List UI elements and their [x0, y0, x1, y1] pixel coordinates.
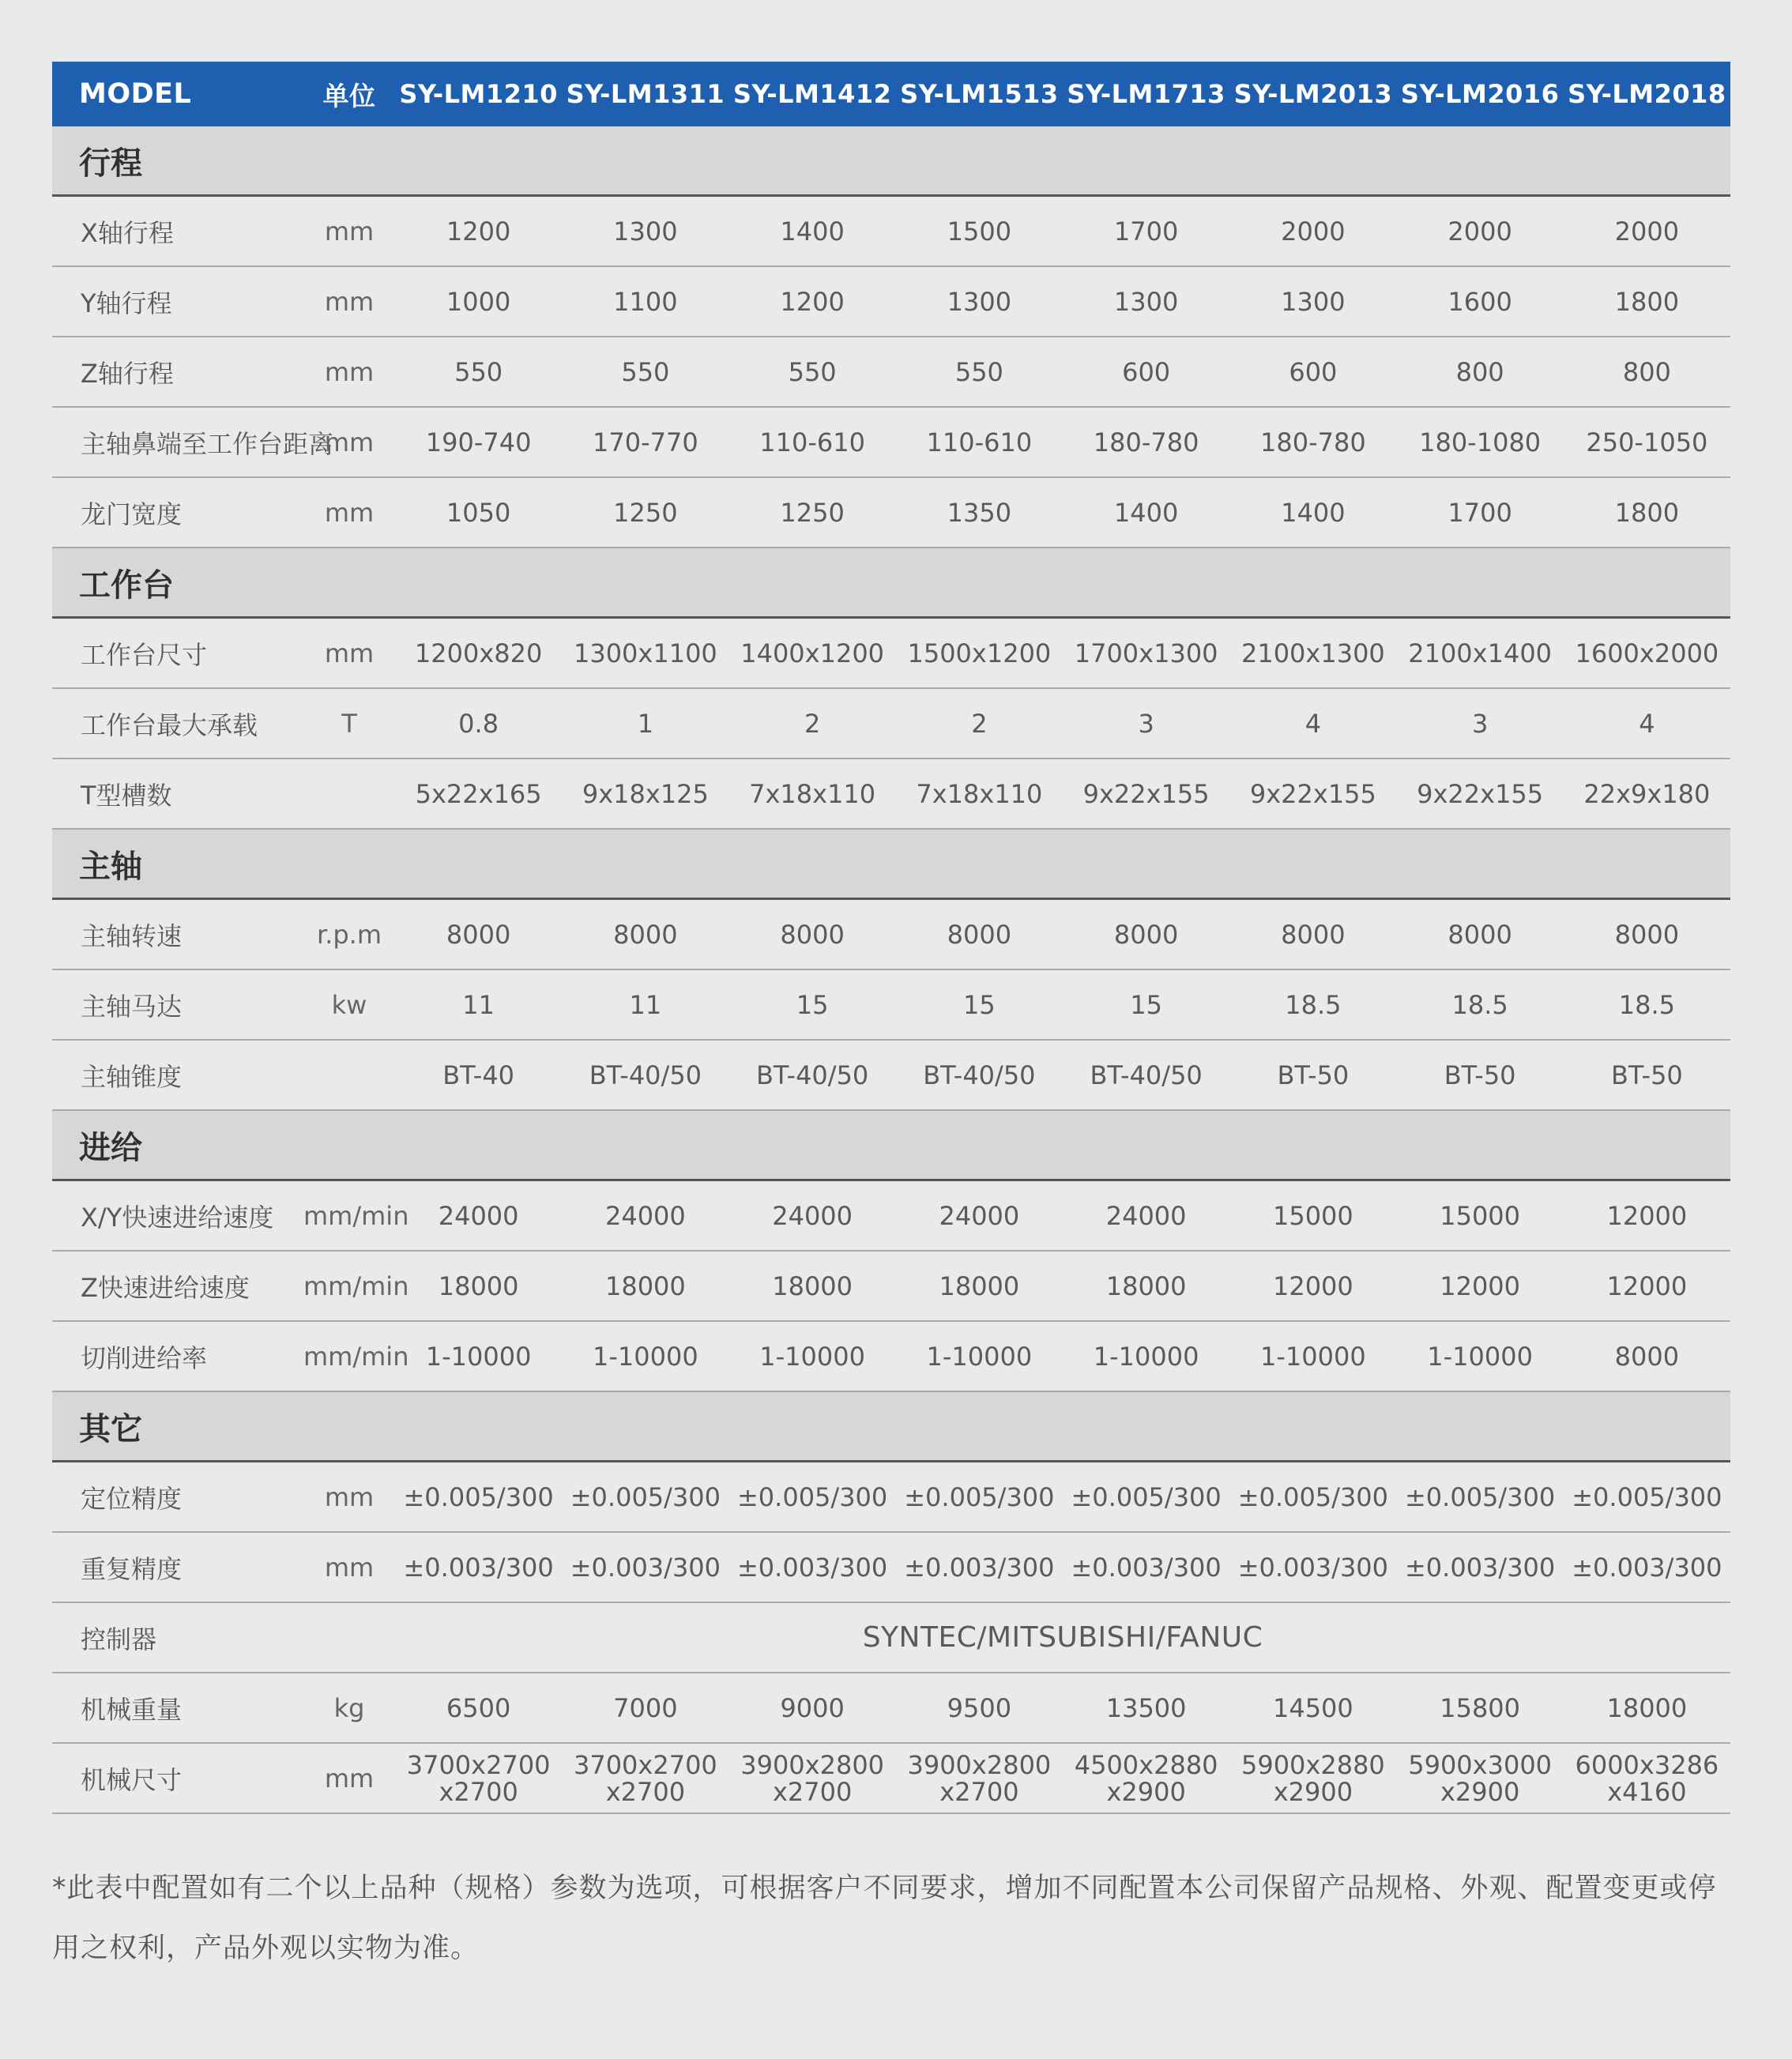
section-row	[52, 1391, 1730, 1462]
row-value: 24000	[562, 1180, 728, 1252]
table-row	[52, 1040, 1730, 1110]
row-value: 3900x2800 x2700	[729, 1743, 896, 1813]
row-value: 18000	[395, 1251, 562, 1321]
row-unit: mm/min	[303, 1251, 395, 1321]
row-value: ±0.003/300	[896, 1532, 1063, 1602]
row-value: 4	[1229, 688, 1396, 758]
row-value: 7000	[562, 1673, 728, 1743]
row-unit: kg	[303, 1673, 395, 1743]
row-value: 1100	[562, 266, 728, 337]
row-value: ±0.005/300	[729, 1462, 896, 1533]
row-value: 15	[896, 969, 1063, 1040]
row-value: BT-50	[1229, 1040, 1396, 1110]
row-value: 12000	[1564, 1180, 1730, 1252]
row-value: 550	[896, 337, 1063, 407]
table-row	[52, 1180, 1730, 1252]
row-value: 18000	[1564, 1673, 1730, 1743]
row-value: 190-740	[395, 407, 562, 477]
row-value: 24000	[1063, 1180, 1229, 1252]
row-value: 1200x820	[395, 618, 562, 689]
row-value: 9x18x125	[562, 758, 728, 829]
row-value: 8000	[395, 899, 562, 970]
row-label: 龙门宽度	[52, 477, 303, 548]
table-row	[52, 688, 1730, 758]
row-unit	[303, 1602, 395, 1673]
row-value: 800	[1564, 337, 1730, 407]
row-value: BT-40	[395, 1040, 562, 1110]
row-unit: kw	[303, 969, 395, 1040]
row-value: 1300x1100	[562, 618, 728, 689]
table-row	[52, 337, 1730, 407]
row-value: 18000	[562, 1251, 728, 1321]
table-row	[52, 1602, 1730, 1673]
row-value: ±0.003/300	[1063, 1532, 1229, 1602]
row-value: 18.5	[1229, 969, 1396, 1040]
row-value: 12000	[1229, 1251, 1396, 1321]
row-value: 1050	[395, 477, 562, 548]
section-title: 行程	[52, 126, 1730, 196]
row-value: 250-1050	[1564, 407, 1730, 477]
row-value: 7x18x110	[729, 758, 896, 829]
header-model-8: SY-LM2018	[1568, 79, 1726, 109]
row-value: 15000	[1397, 1180, 1564, 1252]
row-value: 1000	[395, 266, 562, 337]
row-value: 1400x1200	[729, 618, 896, 689]
row-value: 1700	[1063, 196, 1229, 267]
row-value: 3700x2700 x2700	[562, 1743, 728, 1813]
row-value: 110-610	[729, 407, 896, 477]
header-row	[52, 62, 1730, 126]
row-label: 工作台最大承载	[52, 688, 303, 758]
row-value: 2000	[1564, 196, 1730, 267]
row-value: 9x22x155	[1397, 758, 1564, 829]
spec-sheet	[52, 62, 1730, 1814]
spec-table	[52, 62, 1730, 1814]
row-value: 1-10000	[896, 1321, 1063, 1391]
row-value: 8000	[896, 899, 1063, 970]
header-model-label: MODEL	[79, 78, 192, 110]
row-value: 15	[729, 969, 896, 1040]
row-value: 3700x2700 x2700	[395, 1743, 562, 1813]
row-label: 机械尺寸	[52, 1743, 303, 1813]
row-value: BT-50	[1564, 1040, 1730, 1110]
table-row	[52, 1532, 1730, 1602]
row-value: 1-10000	[1229, 1321, 1396, 1391]
row-value: ±0.005/300	[562, 1462, 728, 1533]
row-value: 1800	[1564, 477, 1730, 548]
row-value: 1300	[1229, 266, 1396, 337]
row-value: 1300	[896, 266, 1063, 337]
row-value: BT-40/50	[1063, 1040, 1229, 1110]
row-value: 1250	[729, 477, 896, 548]
row-value: 8000	[1564, 1321, 1730, 1391]
header-model-7: SY-LM2016	[1400, 79, 1560, 109]
header-model-2: SY-LM1311	[566, 79, 725, 109]
row-value: 180-780	[1229, 407, 1396, 477]
row-value: 550	[729, 337, 896, 407]
row-unit: mm	[303, 407, 395, 477]
row-value: ±0.005/300	[1063, 1462, 1229, 1533]
row-unit: mm	[303, 196, 395, 267]
table-row	[52, 266, 1730, 337]
row-value: 800	[1397, 337, 1564, 407]
row-value: 8000	[1397, 899, 1564, 970]
row-value: 1-10000	[562, 1321, 728, 1391]
table-row	[52, 969, 1730, 1040]
row-value: ±0.005/300	[1397, 1462, 1564, 1533]
table-row	[52, 1251, 1730, 1321]
row-value: 12000	[1564, 1251, 1730, 1321]
section-row	[52, 829, 1730, 899]
row-label: 定位精度	[52, 1462, 303, 1533]
row-value: BT-40/50	[729, 1040, 896, 1110]
row-value: 18000	[729, 1251, 896, 1321]
row-value: 2	[729, 688, 896, 758]
row-value: 9x22x155	[1063, 758, 1229, 829]
row-value: 8000	[562, 899, 728, 970]
row-value: 5x22x165	[395, 758, 562, 829]
row-value: 8000	[1063, 899, 1229, 970]
row-value: 11	[395, 969, 562, 1040]
row-value: 2100x1300	[1229, 618, 1396, 689]
row-unit	[303, 758, 395, 829]
row-value: ±0.005/300	[1229, 1462, 1396, 1533]
section-title: 主轴	[52, 829, 1730, 899]
row-value: BT-40/50	[896, 1040, 1063, 1110]
header-model-3: SY-LM1412	[732, 79, 892, 109]
row-unit: mm/min	[303, 1180, 395, 1252]
row-value: 12000	[1397, 1251, 1564, 1321]
row-unit: T	[303, 688, 395, 758]
row-value: 5900x2880 x2900	[1229, 1743, 1396, 1813]
section-row	[52, 1110, 1730, 1180]
row-value: 9000	[729, 1673, 896, 1743]
row-value: 170-770	[562, 407, 728, 477]
table-row	[52, 618, 1730, 689]
row-value: 2000	[1229, 196, 1396, 267]
row-value: 18.5	[1564, 969, 1730, 1040]
row-value: 18000	[1063, 1251, 1229, 1321]
row-value: 110-610	[896, 407, 1063, 477]
row-value: 7x18x110	[896, 758, 1063, 829]
row-value: 1200	[395, 196, 562, 267]
row-value: 180-780	[1063, 407, 1229, 477]
row-value: 18.5	[1397, 969, 1564, 1040]
row-value: 1	[562, 688, 728, 758]
row-value: ±0.003/300	[395, 1532, 562, 1602]
row-value: 6000x3286 x4160	[1564, 1743, 1730, 1813]
row-label: 主轴转速	[52, 899, 303, 970]
table-row	[52, 899, 1730, 970]
row-value: 8000	[729, 899, 896, 970]
row-label: 机械重量	[52, 1673, 303, 1743]
row-label: Z轴行程	[52, 337, 303, 407]
table-row	[52, 477, 1730, 548]
row-value: ±0.003/300	[562, 1532, 728, 1602]
row-value: 9500	[896, 1673, 1063, 1743]
row-value: 24000	[729, 1180, 896, 1252]
header-model-6: SY-LM2013	[1233, 79, 1393, 109]
row-value: 8000	[1229, 899, 1396, 970]
row-unit: mm	[303, 618, 395, 689]
row-value: 1700	[1397, 477, 1564, 548]
row-value: 9x22x155	[1229, 758, 1396, 829]
row-value: 3	[1063, 688, 1229, 758]
row-value: 8000	[1564, 899, 1730, 970]
header-unit-label: 单位	[322, 80, 376, 111]
row-unit: r.p.m	[303, 899, 395, 970]
row-value: 180-1080	[1397, 407, 1564, 477]
row-value: 1-10000	[395, 1321, 562, 1391]
table-row	[52, 1321, 1730, 1391]
row-value: ±0.003/300	[1229, 1532, 1396, 1602]
row-value: 3	[1397, 688, 1564, 758]
row-value: 3900x2800 x2700	[896, 1743, 1063, 1813]
row-value: 600	[1063, 337, 1229, 407]
row-unit: mm	[303, 477, 395, 548]
row-unit: mm	[303, 337, 395, 407]
row-value: 22x9x180	[1564, 758, 1730, 829]
row-value: 5900x3000 x2900	[1397, 1743, 1564, 1813]
row-value: 24000	[896, 1180, 1063, 1252]
row-value: 13500	[1063, 1673, 1229, 1743]
header-model-4: SY-LM1513	[900, 79, 1059, 109]
row-label: 主轴鼻端至工作台距离	[52, 407, 303, 477]
table-row	[52, 1743, 1730, 1813]
table-header	[52, 62, 1730, 126]
row-value: 1250	[562, 477, 728, 548]
row-value: 2000	[1397, 196, 1564, 267]
row-value: ±0.003/300	[1564, 1532, 1730, 1602]
row-unit: mm	[303, 1743, 395, 1813]
row-value: 1300	[1063, 266, 1229, 337]
header-model-5: SY-LM1713	[1067, 79, 1225, 109]
row-value: 1300	[562, 196, 728, 267]
row-value: 4	[1564, 688, 1730, 758]
row-value: 1-10000	[1063, 1321, 1229, 1391]
row-value: 24000	[395, 1180, 562, 1252]
row-value: 550	[395, 337, 562, 407]
row-value: 1400	[1229, 477, 1396, 548]
row-value: 1600	[1397, 266, 1564, 337]
row-label: 重复精度	[52, 1532, 303, 1602]
row-value: ±0.005/300	[896, 1462, 1063, 1533]
row-value: 18000	[896, 1251, 1063, 1321]
row-value: 1500	[896, 196, 1063, 267]
row-label: X/Y快速进给速度	[52, 1180, 303, 1252]
section-row	[52, 548, 1730, 618]
row-value: 11	[562, 969, 728, 1040]
row-label: T型槽数	[52, 758, 303, 829]
section-title: 工作台	[52, 548, 1730, 618]
row-value: 550	[562, 337, 728, 407]
footnote: *此表中配置如有二个以上品种（规格）参数为选项，可根据客户不同要求，增加不同配置本公司保留产品规格、外观、配置变更或停用之权利，产品外观以实物为准。	[52, 1873, 1717, 1964]
row-value: ±0.003/300	[729, 1532, 896, 1602]
row-value: 600	[1229, 337, 1396, 407]
row-value: 1200	[729, 266, 896, 337]
row-value: BT-50	[1397, 1040, 1564, 1110]
table-body	[52, 126, 1730, 1813]
section-row	[52, 126, 1730, 196]
row-label: 主轴锥度	[52, 1040, 303, 1110]
row-label: 控制器	[52, 1602, 303, 1673]
row-value: 1-10000	[1397, 1321, 1564, 1391]
row-value: 14500	[1229, 1673, 1396, 1743]
header-model-1: SY-LM1210	[399, 79, 558, 109]
section-title: 进给	[52, 1110, 1730, 1180]
row-label: Y轴行程	[52, 266, 303, 337]
row-label: 主轴马达	[52, 969, 303, 1040]
row-value: 2100x1400	[1397, 618, 1564, 689]
row-value: 15	[1063, 969, 1229, 1040]
section-title: 其它	[52, 1391, 1730, 1462]
row-value: ±0.003/300	[1397, 1532, 1564, 1602]
row-label: X轴行程	[52, 196, 303, 267]
row-value: BT-40/50	[562, 1040, 728, 1110]
row-value: 1400	[1063, 477, 1229, 548]
row-label: 切削进给率	[52, 1321, 303, 1391]
row-label: 工作台尺寸	[52, 618, 303, 689]
row-value: 0.8	[395, 688, 562, 758]
table-row	[52, 407, 1730, 477]
row-value: 15800	[1397, 1673, 1564, 1743]
row-value: 1700x1300	[1063, 618, 1229, 689]
row-value: 15000	[1229, 1180, 1396, 1252]
row-unit	[303, 1040, 395, 1110]
row-value: 6500	[395, 1673, 562, 1743]
row-unit: mm/min	[303, 1321, 395, 1391]
row-unit: mm	[303, 266, 395, 337]
row-value: 1350	[896, 477, 1063, 548]
row-span-value: SYNTEC/MITSUBISHI/FANUC	[395, 1602, 1730, 1673]
row-value: 1-10000	[729, 1321, 896, 1391]
row-value: 1800	[1564, 266, 1730, 337]
table-row	[52, 758, 1730, 829]
table-row	[52, 1673, 1730, 1743]
row-label: Z快速进给速度	[52, 1251, 303, 1321]
row-value: ±0.005/300	[1564, 1462, 1730, 1533]
row-value: 1600x2000	[1564, 618, 1730, 689]
row-value: ±0.005/300	[395, 1462, 562, 1533]
row-value: 4500x2880 x2900	[1063, 1743, 1229, 1813]
row-unit: mm	[303, 1462, 395, 1533]
table-row	[52, 1462, 1730, 1533]
row-value: 2	[896, 688, 1063, 758]
row-value: 1400	[729, 196, 896, 267]
row-value: 1500x1200	[896, 618, 1063, 689]
row-unit: mm	[303, 1532, 395, 1602]
table-row	[52, 196, 1730, 267]
